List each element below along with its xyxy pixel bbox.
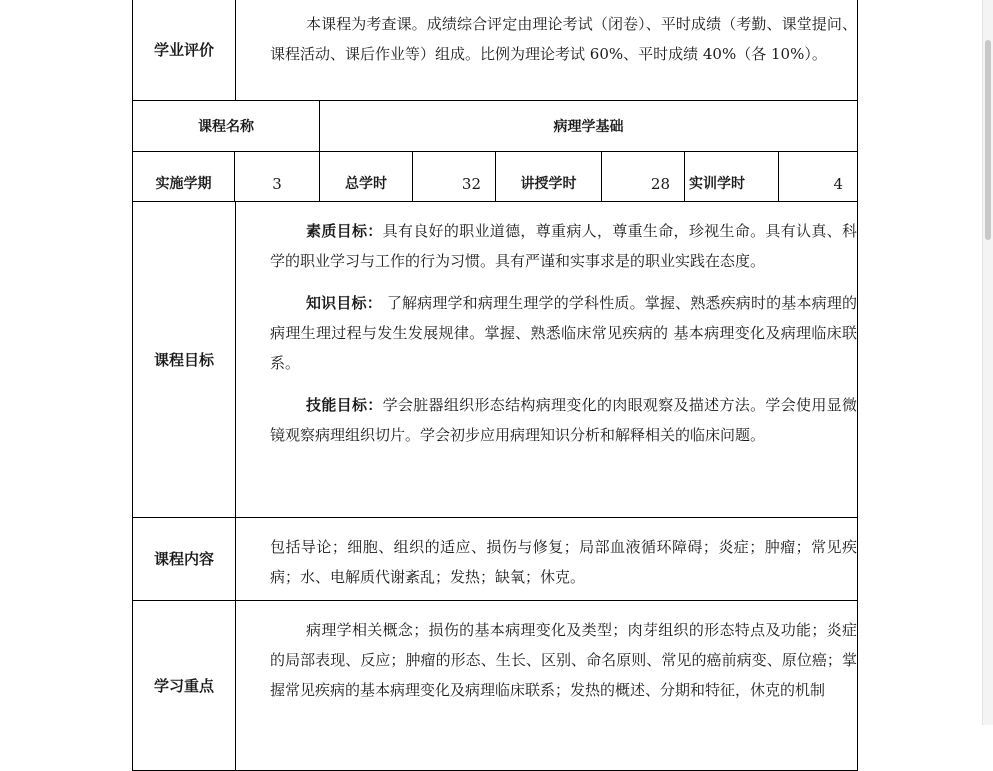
quality-objective	[270, 216, 857, 276]
hours-row	[132, 151, 858, 202]
total-hours-value: 32	[413, 151, 496, 201]
skill-objective	[270, 390, 857, 450]
content-content	[236, 517, 857, 600]
quality-head: 素质目标：	[306, 222, 383, 240]
assessment-content	[236, 0, 857, 100]
keypoints-label: 学习重点	[133, 600, 236, 770]
course-name-label: 课程名称	[133, 100, 320, 151]
keypoints-content	[236, 600, 857, 770]
total-hours-label: 总学时	[320, 151, 413, 201]
practice-hours-label: 实训学时	[685, 151, 779, 201]
keypoints-text: 病理学相关概念；损伤的基本病理变化及类型；肉芽组织的形态特点及功能；炎症的局部表现、反应；肿瘤的形态、生长、区别、命名原则、常见的癌前病变、原位癌；掌握常见疾病的基本病理变化及病理临床联系；发热的概述、分期和特征，休克的机制	[270, 621, 857, 699]
semester-label: 实施学期	[133, 151, 235, 201]
assessment-text: 本课程为考查课。成绩综合评定由理论考试（闭卷）、平时成绩（考勤、课堂提问、课程活动、课后作业等）组成。比例为理论考试 60%、平时成绩 40%（各 10%）。	[270, 15, 857, 63]
content-text: 包括导论；细胞、组织的适应、损伤与修复；局部血液循环障碍；炎症；肿瘤；常见疾病；水、电解质代谢紊乱；发热；缺氧；休克。	[270, 538, 857, 586]
scrollbar-thumb[interactable]	[985, 40, 991, 240]
knowledge-head: 知识目标：	[306, 294, 382, 312]
scrollbar-track[interactable]	[982, 0, 993, 725]
quality-text: 具有良好的职业道德，尊重病人，尊重生命，珍视生命。具有认真、科学的职业学习与工作的行为习惯。具有严谨和实事求是的职业实践在态度。	[270, 222, 857, 270]
skill-head: 技能目标：	[306, 396, 383, 414]
objectives-label: 课程目标	[133, 201, 236, 517]
keypoints-row	[132, 600, 858, 771]
assessment-label: 学业评价	[133, 0, 236, 100]
course-name-value: 病理学基础	[553, 118, 624, 135]
knowledge-text: 了解病理学和病理生理学的学科性质。掌握、熟悉疾病时的基本病理的病理生理过程与发生发展规律。掌握、熟悉临床常见疾病的 基本病理变化及病理临床联系。	[270, 294, 857, 372]
objectives-content	[236, 201, 857, 517]
lecture-hours-value: 28	[602, 151, 685, 201]
objectives-row	[132, 201, 858, 518]
course-name-row	[132, 100, 858, 152]
content-label: 课程内容	[133, 517, 236, 600]
lecture-hours-label: 讲授学时	[496, 151, 602, 201]
practice-hours-value: 4	[833, 175, 843, 193]
knowledge-objective	[270, 288, 857, 378]
semester-value: 3	[235, 151, 320, 201]
skill-text: 学会脏器组织形态结构病理变化的肉眼观察及描述方法。学会使用显微镜观察病理组织切片。学会初步应用病理知识分析和解释相关的临床问题。	[270, 396, 857, 444]
assessment-row	[132, 0, 858, 101]
content-row	[132, 517, 858, 601]
